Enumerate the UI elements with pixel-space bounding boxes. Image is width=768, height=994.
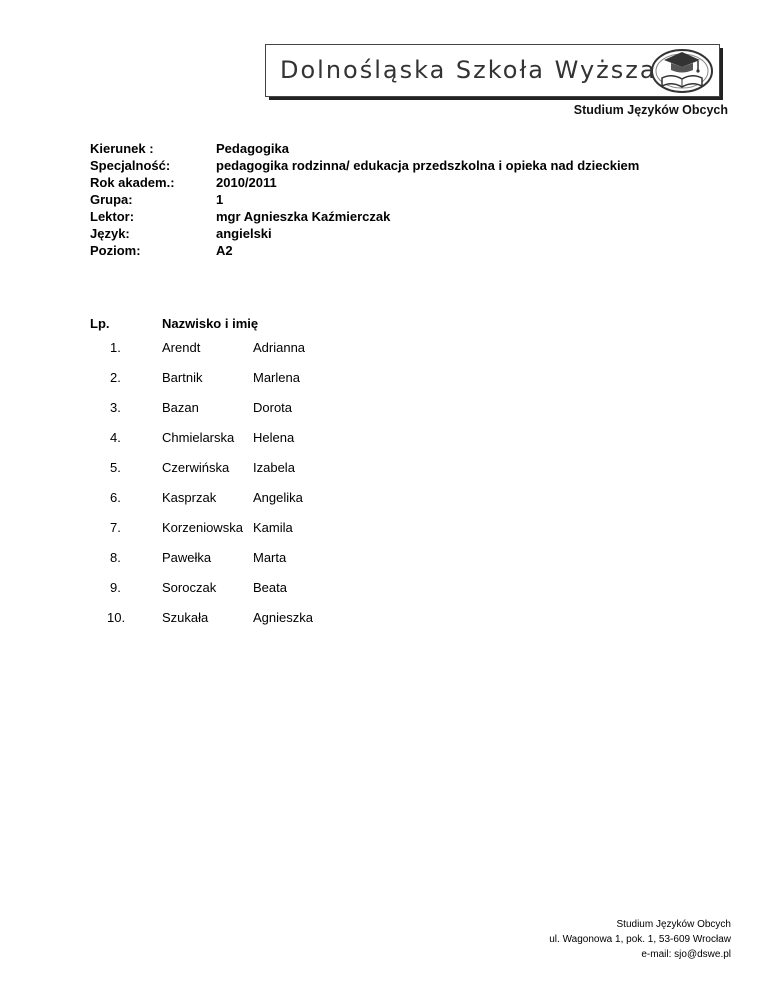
row-number: 2. — [110, 370, 121, 385]
graduation-cap-book-icon — [648, 46, 716, 96]
row-surname: Pawełka — [162, 550, 212, 565]
row-firstname: Adrianna — [253, 340, 306, 355]
info-value: angielski — [216, 226, 272, 241]
info-label: Grupa: — [90, 192, 133, 207]
row-number: 3. — [110, 400, 121, 415]
list-item — [0, 550, 768, 570]
list-item — [0, 370, 768, 390]
header-subtitle: Studium Języków Obcych — [573, 103, 728, 117]
row-number: 6. — [110, 490, 121, 505]
info-label: Rok akadem.: — [90, 175, 175, 190]
row-number: 10. — [107, 610, 126, 625]
list-item — [0, 460, 768, 480]
row-number: 8. — [110, 550, 121, 565]
info-value: 2010/2011 — [216, 175, 277, 190]
row-firstname: Dorota — [253, 400, 293, 415]
info-value: A2 — [216, 243, 233, 258]
row-firstname: Kamila — [253, 520, 293, 535]
row-surname: Soroczak — [162, 580, 217, 595]
row-firstname: Agnieszka — [253, 610, 313, 625]
info-row-lektor — [90, 208, 639, 225]
info-row-jezyk — [90, 225, 639, 242]
row-firstname: Helena — [253, 430, 295, 445]
list-item — [0, 490, 768, 510]
info-label: Poziom: — [90, 243, 141, 258]
header-title: Dolnośląska Szkoła Wyższa — [280, 56, 657, 84]
row-surname: Korzeniowska — [162, 520, 243, 535]
info-row-rok — [90, 174, 639, 191]
row-firstname: Angelika — [253, 490, 303, 505]
info-value: Pedagogika — [216, 141, 289, 156]
row-surname: Czerwińska — [162, 460, 230, 475]
list-item — [0, 430, 768, 450]
row-firstname: Izabela — [253, 460, 295, 475]
info-value: 1 — [216, 192, 224, 207]
list-item — [0, 400, 768, 420]
row-surname: Szukała — [162, 610, 209, 625]
list-item — [0, 610, 768, 630]
footer — [549, 917, 731, 962]
info-label: Kierunek : — [90, 141, 154, 156]
header-shadow — [720, 48, 723, 100]
info-row-kierunek — [90, 140, 639, 157]
row-firstname: Beata — [253, 580, 287, 595]
footer-address: ul. Wagonowa 1, pok. 1, 53-609 Wrocław — [549, 934, 731, 945]
row-number: 5. — [110, 460, 121, 475]
row-surname: Kasprzak — [162, 490, 217, 505]
course-info — [90, 140, 639, 259]
footer-email: e-mail: sjo@dswe.pl — [641, 949, 731, 960]
list-item — [0, 340, 768, 360]
row-number: 9. — [110, 580, 121, 595]
row-surname: Bazan — [162, 400, 199, 415]
info-label: Lektor: — [90, 209, 135, 224]
info-label: Język: — [90, 226, 130, 241]
info-value: pedagogika rodzinna/ edukacja przedszkolna i opieka nad dzieckiem — [216, 158, 640, 173]
row-number: 1. — [110, 340, 121, 355]
row-firstname: Marta — [253, 550, 287, 565]
list-item — [0, 580, 768, 600]
info-label: Specjalność: — [90, 158, 171, 173]
column-header-name: Nazwisko i imię — [162, 316, 259, 331]
list-item — [0, 520, 768, 540]
info-row-poziom — [90, 242, 639, 259]
row-surname: Arendt — [162, 340, 201, 355]
row-firstname: Marlena — [253, 370, 300, 385]
info-value: mgr Agnieszka Kaźmierczak — [216, 209, 391, 224]
column-header-lp: Lp. — [90, 316, 110, 331]
info-row-specjalnosc — [90, 157, 639, 174]
row-surname: Bartnik — [162, 370, 203, 385]
row-number: 7. — [110, 520, 121, 535]
footer-org: Studium Języków Obcych — [616, 919, 731, 930]
info-row-grupa — [90, 191, 639, 208]
header-shadow — [269, 97, 723, 100]
row-number: 4. — [110, 430, 121, 445]
row-surname: Chmielarska — [162, 430, 235, 445]
